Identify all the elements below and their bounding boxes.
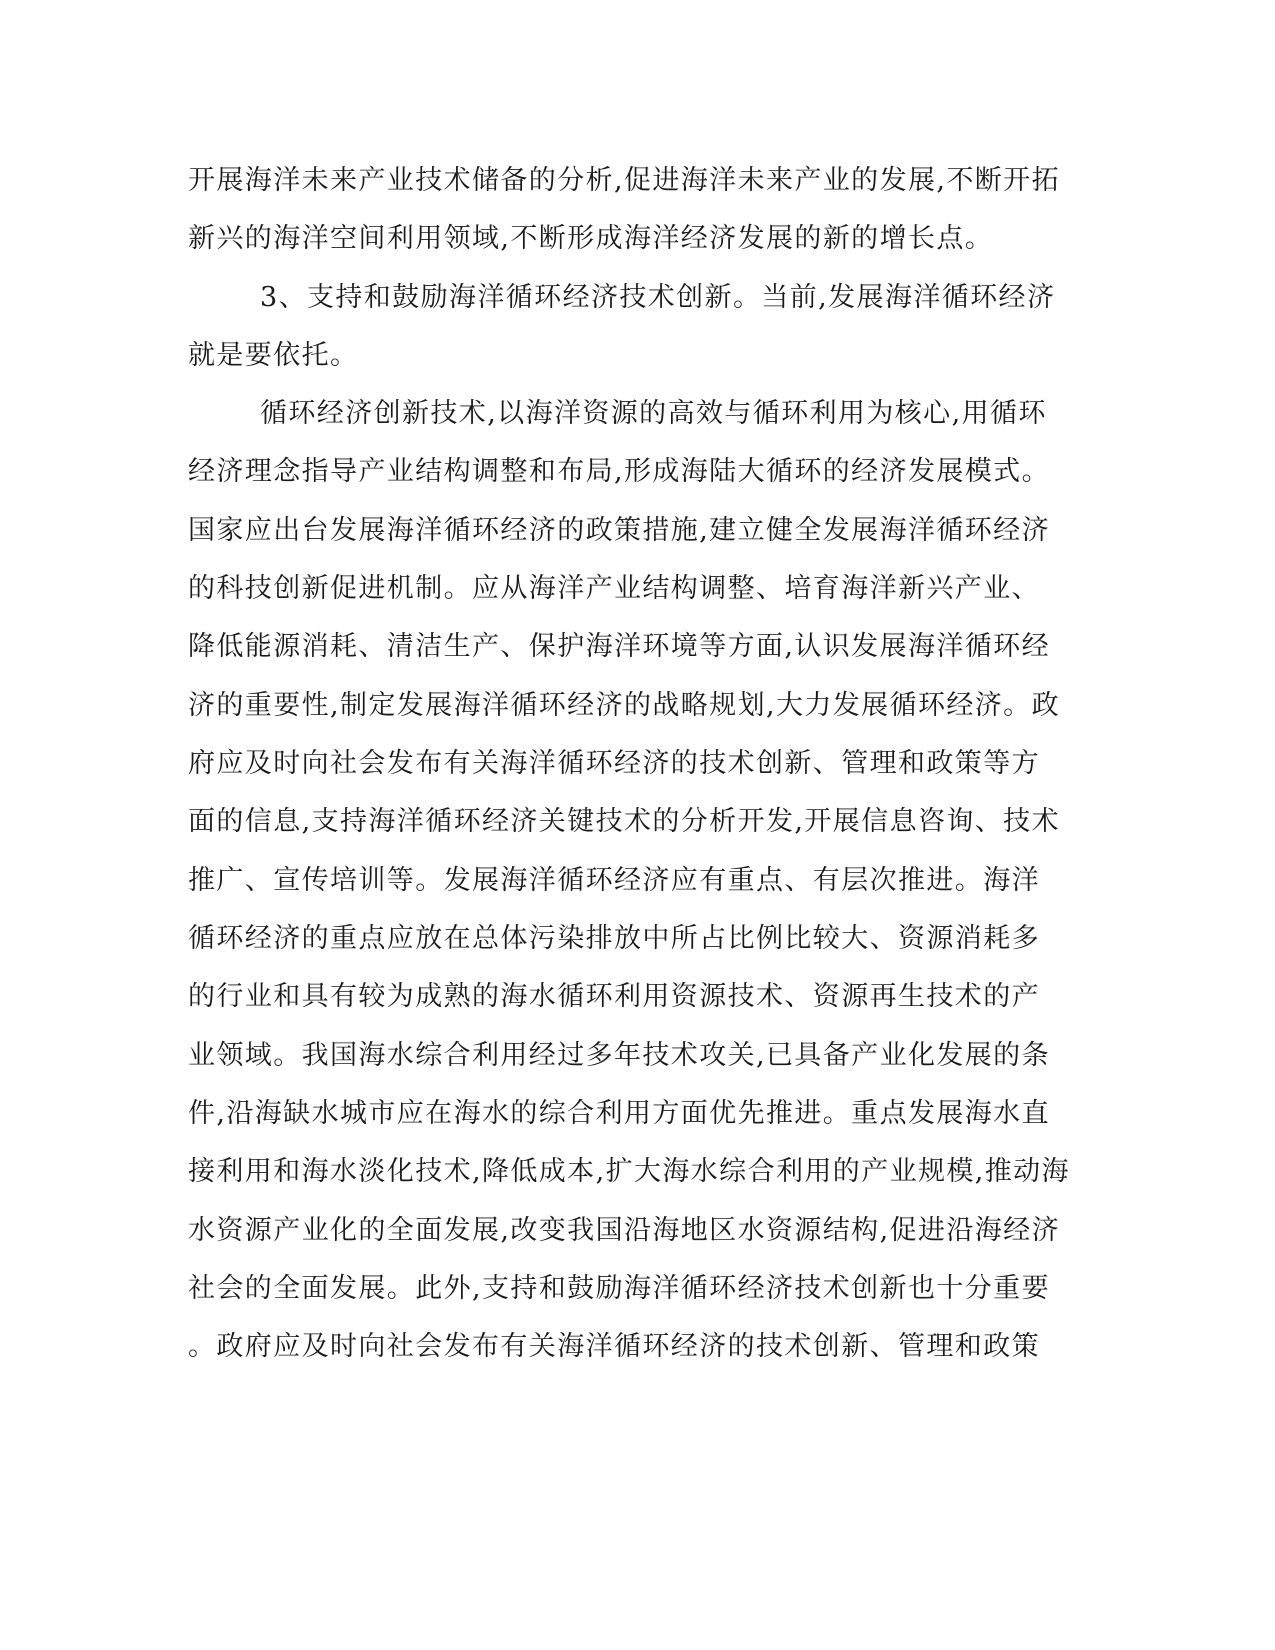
- text-line: 的科技创新促进机制。应从海洋产业结构调整、培育海洋新兴产业、: [188, 573, 1040, 604]
- text-line: 面的信息,支持海洋循环经济关键技术的分析开发,开展信息咨询、技术: [188, 806, 1060, 837]
- text-line: 国家应出台发展海洋循环经济的政策措施,建立健全发展海洋循环经济: [188, 515, 1050, 546]
- text-line: 开展海洋未来产业技术储备的分析,促进海洋未来产业的发展,不断开拓: [188, 165, 1060, 196]
- text-line: 济的重要性,制定发展海洋循环经济的战略规划,大力发展循环经济。政: [188, 690, 1060, 721]
- text-line: 经济理念指导产业结构调整和布局,形成海陆大循环的经济发展模式。: [188, 456, 1050, 487]
- paragraph-start-line: 3、支持和鼓励海洋循环经济技术创新。当前,发展海洋循环经济: [260, 282, 1056, 313]
- text-line: 社会的全面发展。此外,支持和鼓励海洋循环经济技术创新也十分重要: [188, 1273, 1050, 1304]
- text-line: 接利用和海水淡化技术,降低成本,扩大海水综合利用的产业规模,推动海: [188, 1156, 1070, 1187]
- text-line: 推广、宣传培训等。发展海洋循环经济应有重点、有层次推进。海洋: [188, 865, 1040, 896]
- text-line: 降低能源消耗、清洁生产、保护海洋环境等方面,认识发展海洋循环经: [188, 631, 1050, 662]
- text-line: 水资源产业化的全面发展,改变我国沿海地区水资源结构,促进沿海经济: [188, 1215, 1060, 1246]
- text-line: 业领域。我国海水综合利用经过多年技术攻关,已具备产业化发展的条: [188, 1040, 1050, 1071]
- text-line: 府应及时向社会发布有关海洋循环经济的技术创新、管理和政策等方: [188, 748, 1040, 779]
- text-line: 新兴的海洋空间利用领域,不断形成海洋经济发展的新的增长点。: [188, 223, 994, 254]
- paragraph-start-line: 循环经济创新技术,以海洋资源的高效与循环利用为核心,用循环: [260, 398, 1047, 429]
- text-line: 的行业和具有较为成熟的海水循环利用资源技术、资源再生技术的产: [188, 981, 1040, 1012]
- text-line: 循环经济的重点应放在总体污染排放中所占比例比较大、资源消耗多: [188, 923, 1040, 954]
- text-line: 。政府应及时向社会发布有关海洋循环经济的技术创新、管理和政策: [188, 1331, 1040, 1362]
- text-line: 就是要依托。: [188, 340, 359, 371]
- text-line: 件,沿海缺水城市应在海水的综合利用方面优先推进。重点发展海水直: [188, 1098, 1050, 1129]
